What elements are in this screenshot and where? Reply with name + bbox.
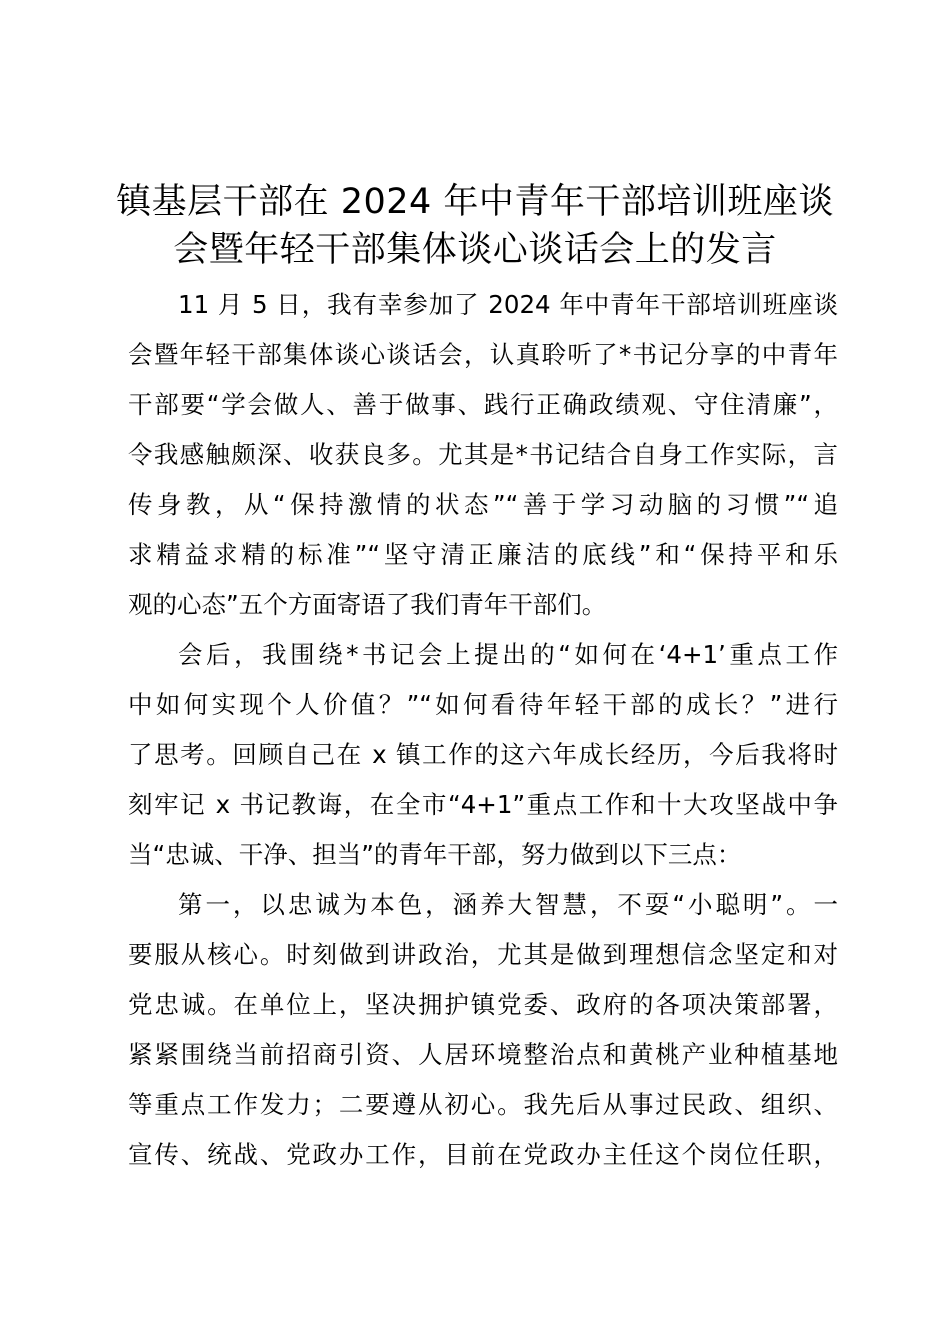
paragraph-3-line-3: 党忠诚。在单位上，坚决拥护镇党委、政府的各项决策部署， bbox=[128, 990, 838, 1019]
paragraph-1-line-1: 11 月 5 日，我有幸参加了 2024 年中青年干部培训班座谈 bbox=[178, 290, 838, 319]
paragraph-2-line-2: 中如何实现个人价值？”“如何看待年轻干部的成长？”进行 bbox=[128, 690, 838, 719]
paragraph-3-line-6: 宣传、统战、党政办工作，目前在党政办主任这个岗位任职， bbox=[128, 1140, 838, 1169]
document-title bbox=[100, 178, 850, 274]
paragraph-3-line-1: 第一，以忠诚为本色，涵养大智慧，不耍“小聪明”。一 bbox=[178, 890, 838, 919]
paragraph-1-line-5: 传身教，从“保持激情的状态”“善于学习动脑的习惯”“追 bbox=[128, 490, 838, 519]
title-line-2: 会暨年轻干部集体谈心谈话会上的发言 bbox=[173, 230, 777, 270]
paragraph-2-line-1: 会后，我围绕*书记会上提出的“如何在‘4+1’重点工作 bbox=[178, 640, 838, 669]
paragraph-3-line-2: 要服从核心。时刻做到讲政治，尤其是做到理想信念坚定和对 bbox=[128, 940, 838, 969]
paragraph-2-line-5: 当“忠诚、干净、担当”的青年干部，努力做到以下三点： bbox=[128, 840, 742, 869]
paragraph-1-line-2: 会暨年轻干部集体谈心谈话会，认真聆听了*书记分享的中青年 bbox=[128, 340, 838, 369]
paragraph-1-line-7: 观的心态”五个方面寄语了我们青年干部们。 bbox=[128, 590, 607, 619]
paragraph-2-line-4: 刻牢记 x 书记教诲，在全市“4+1”重点工作和十大攻坚战中争 bbox=[128, 790, 838, 819]
title-line-1: 镇基层干部在 2024 年中青年干部培训班座谈 bbox=[116, 182, 834, 222]
paragraph-1-line-6: 求精益求精的标准”“坚守清正廉洁的底线”和“保持平和乐 bbox=[128, 540, 838, 569]
paragraph-2-line-3: 了思考。回顾自己在 x 镇工作的这六年成长经历，今后我将时 bbox=[128, 740, 838, 769]
paragraph-1-line-3: 干部要“学会做人、善于做事、践行正确政绩观、守住清廉”， bbox=[128, 390, 838, 419]
paragraph-3-line-4: 紧紧围绕当前招商引资、人居环境整治点和黄桃产业种植基地 bbox=[128, 1040, 838, 1069]
paragraph-3-line-5: 等重点工作发力；二要遵从初心。我先后从事过民政、组织、 bbox=[128, 1090, 838, 1119]
paragraph-1-line-4: 令我感触颇深、收获良多。尤其是*书记结合自身工作实际，言 bbox=[128, 440, 838, 469]
document-body bbox=[128, 280, 838, 1180]
